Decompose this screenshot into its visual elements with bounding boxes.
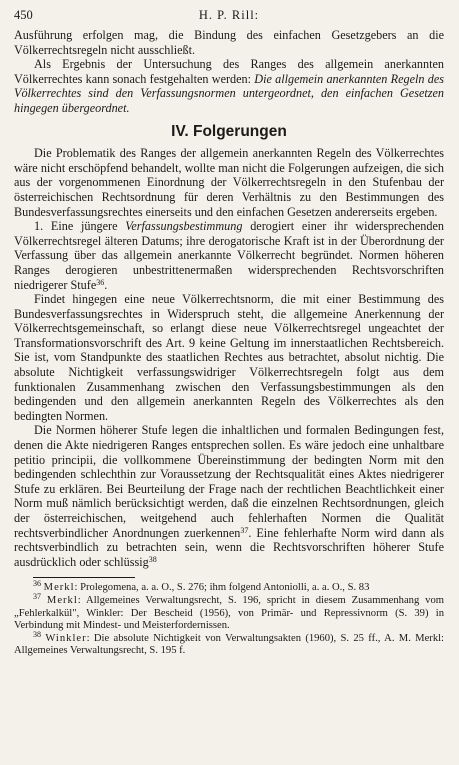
paragraph-text: . Eine fehlerhafte Norm wird dann als rechtsverbindlich zu betrachten sein, wenn die Rechtsvorschriften höherer Stufe ausdrücklich oder schlüssig bbox=[14, 525, 444, 569]
footnote-text: : Allgemeines Verwaltungsrecht, S. 196, spricht in diesem Zusammenhang vom „Fehlerkalkül", Winkler: Der Bescheid (1956), von Primär- und Repressivnorm (S. 39) in Verbindung mit Mindest- und Meisterfordernissen. bbox=[14, 594, 445, 632]
footnote-author: Merkl bbox=[43, 582, 75, 594]
section-heading: IV. Folgerungen bbox=[171, 122, 287, 140]
footnote-number: 36 bbox=[33, 579, 41, 589]
footnote-ref[interactable]: 37 bbox=[240, 525, 249, 535]
paragraph: Findet hingegen eine neue Völkerrechtsnorm, die mit einer Bestimmung des Bundesverfassungsrechtes in Widerspruch steht, die allgemeine Anerkennung der Völkerrechtsgemeinschaft, so erlangt diese neue Völkerrechtsregel ungeachtet der Transformationsvorschrift des Art. 9 keine Geltung im innerstaatlichen Rechtsbereich. Sie ist, vom Standpunkte des staatlichen Rechtes aus betrachtet, absolut nichtig. Die absolute Nichtigkeit verfassungswidriger Völkerrechtsregeln folgt aus dem funktionalen Zusammenhang zwischen den Verfassungsbestimmungen als den bedingenden und den allgemein anerkannten Regeln des Völkerrechtes als den bedingten Normen. bbox=[14, 292, 444, 423]
footnote-ref[interactable]: 36 bbox=[96, 277, 105, 287]
main-text bbox=[14, 28, 444, 569]
footnote bbox=[14, 591, 445, 633]
running-header bbox=[14, 8, 444, 28]
footnote-text: : Prolegomena, a. a. O., S. 276; ihm folgend Antoniolli, a. a. O., S. 83 bbox=[74, 582, 370, 594]
paragraph-text: derogiert einer ihr widersprechenden Völkerrechtsregel älteren Datums; ihre derogatorische Kraft ist in der Überordnung der Verfassung über das allgemein anerkannte Völkerrecht begründet. Normen höheren Ranges derogieren unbestrittenermaßen widersprechenden Rechtsvorschriften niedrigerer Stufe bbox=[14, 219, 444, 292]
footnote-divider bbox=[33, 577, 135, 578]
paragraph-text: 1. Eine jüngere bbox=[34, 219, 126, 234]
footnote-ref[interactable]: 38 bbox=[148, 554, 157, 564]
footnote-number: 37 bbox=[33, 591, 41, 601]
paragraph bbox=[14, 57, 444, 115]
footnote bbox=[14, 629, 445, 658]
paragraph-text: Die Normen höherer Stufe legen die inhaltlichen und formalen Bedingungen fest, denen die Akte niedrigeren Ranges entsprechen sollen. Es wäre jedoch eine unhaltbare petitio principii, die vollkommene Übereinstimmung der bedingten Norm mit den bedingenden schlechthin zur Voraussetzung der Rechtsqualität eines Aktes niedrigerer Stufe zu erklären. Bei Beurteilung der Frage nach der rechtlichen Beachtlichkeit einer Norm muß nämlich berücksichtigt werden, daß die einzelnen Rechtsordnungen, gleich der österreichischen, weitgehend auch fehlerhaften Normen die Qualität rechtsverbindlicher Anordnungen zuerkennen bbox=[14, 423, 444, 540]
paragraph bbox=[14, 423, 444, 569]
running-author: H. P. Rill: bbox=[198, 8, 260, 22]
footnote-number: 38 bbox=[33, 629, 41, 639]
footnotes bbox=[14, 579, 445, 658]
paragraph-text: . bbox=[104, 277, 108, 292]
page-number: 450 bbox=[14, 8, 33, 22]
footnote-author: Winkler bbox=[45, 632, 87, 644]
footnote-text: : Die absolute Nichtigkeit von Verwaltungsakten (1960), S. 25 ff., A. M. Merkl: Allgemeines Verwaltungsrecht, S. 195 f. bbox=[14, 632, 445, 657]
paragraph-text: Als Ergebnis der Untersuchung des Ranges des allgemein anerkannten Völkerrechtes kann sonach festgehalten werden: bbox=[14, 57, 444, 86]
paragraph bbox=[14, 219, 444, 292]
paragraph: Die Problematik des Ranges der allgemein anerkannten Regeln des Völkerrechtes wäre nicht erschöpfend behandelt, wollte man nicht die Folgerungen aufzeigen, die sich aus der vorgenommenen Einordnung der Völkerrechtsregeln in den Stufenbau der österreichischen Rechtsordnung für deren Verhältnis zu den Bestimmungen des Bundesverfassungsrechtes einerseits und den einfachen Gesetzen andererseits ergeben. bbox=[14, 146, 444, 219]
footnote-author: Merkl bbox=[46, 594, 78, 606]
footnote bbox=[14, 579, 444, 595]
italic-conclusion: Die allgemein anerkannten Regeln des Völkerrechtes sind den Verfassungsnormen untergeordnet, den einfachen Gesetzen hingegen übergeordnet. bbox=[14, 71, 444, 115]
paragraph: Ausführung erfolgen mag, die Bindung des einfachen Gesetzgebers an die Völkerrechtsregeln nicht ausschließt. bbox=[14, 28, 444, 57]
italic-term: Verfassungsbestimmung bbox=[125, 219, 243, 234]
